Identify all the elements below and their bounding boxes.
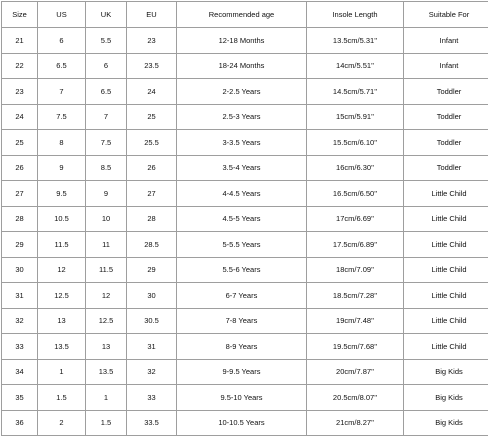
cell-eu: 30.5 — [127, 308, 177, 334]
cell-recommended-age: 7-8 Years — [177, 308, 307, 334]
cell-eu: 32 — [127, 359, 177, 385]
cell-eu: 33 — [127, 385, 177, 411]
cell-eu: 26 — [127, 155, 177, 181]
cell-size: 26 — [2, 155, 38, 181]
cell-us: 13.5 — [38, 334, 86, 360]
cell-suitable-for: Little Child — [404, 257, 488, 283]
header-eu: EU — [127, 2, 177, 28]
cell-uk: 7 — [86, 104, 127, 130]
cell-uk: 12.5 — [86, 308, 127, 334]
cell-suitable-for: Toddler — [404, 155, 488, 181]
table-row — [2, 308, 488, 334]
cell-size: 35 — [2, 385, 38, 411]
cell-eu: 24 — [127, 79, 177, 105]
header-recommended-age: Recommended age — [177, 2, 307, 28]
cell-suitable-for: Toddler — [404, 130, 488, 156]
table-row — [2, 385, 488, 411]
cell-suitable-for: Little Child — [404, 334, 488, 360]
cell-recommended-age: 9.5-10 Years — [177, 385, 307, 411]
cell-insole-length: 13.5cm/5.31'' — [307, 28, 404, 54]
cell-suitable-for: Big Kids — [404, 359, 488, 385]
cell-us: 2 — [38, 410, 86, 436]
cell-size: 32 — [2, 308, 38, 334]
cell-eu: 27 — [127, 181, 177, 207]
cell-recommended-age: 4.5-5 Years — [177, 206, 307, 232]
cell-suitable-for: Little Child — [404, 181, 488, 207]
cell-us: 6 — [38, 28, 86, 54]
table-row — [2, 359, 488, 385]
table-row — [2, 130, 488, 156]
cell-recommended-age: 8-9 Years — [177, 334, 307, 360]
cell-us: 12 — [38, 257, 86, 283]
cell-suitable-for: Little Child — [404, 283, 488, 309]
cell-insole-length: 18.5cm/7.28'' — [307, 283, 404, 309]
cell-recommended-age: 10-10.5 Years — [177, 410, 307, 436]
cell-insole-length: 15cm/5.91'' — [307, 104, 404, 130]
cell-eu: 23 — [127, 28, 177, 54]
cell-uk: 11 — [86, 232, 127, 258]
cell-us: 7 — [38, 79, 86, 105]
cell-uk: 10 — [86, 206, 127, 232]
table-row — [2, 181, 488, 207]
cell-insole-length: 17.5cm/6.89'' — [307, 232, 404, 258]
cell-size: 34 — [2, 359, 38, 385]
cell-uk: 1.5 — [86, 410, 127, 436]
table-row — [2, 206, 488, 232]
cell-eu: 31 — [127, 334, 177, 360]
cell-size: 29 — [2, 232, 38, 258]
cell-eu: 33.5 — [127, 410, 177, 436]
table-row — [2, 232, 488, 258]
cell-insole-length: 19.5cm/7.68'' — [307, 334, 404, 360]
table-row — [2, 410, 488, 436]
table-row — [2, 28, 488, 54]
cell-size: 31 — [2, 283, 38, 309]
cell-insole-length: 16cm/6.30'' — [307, 155, 404, 181]
cell-suitable-for: Little Child — [404, 206, 488, 232]
cell-insole-length: 16.5cm/6.50'' — [307, 181, 404, 207]
cell-suitable-for: Big Kids — [404, 410, 488, 436]
cell-us: 1 — [38, 359, 86, 385]
cell-size: 27 — [2, 181, 38, 207]
cell-recommended-age: 6-7 Years — [177, 283, 307, 309]
cell-insole-length: 21cm/8.27'' — [307, 410, 404, 436]
cell-uk: 7.5 — [86, 130, 127, 156]
header-insole-length: Insole Length — [307, 2, 404, 28]
cell-uk: 9 — [86, 181, 127, 207]
cell-size: 30 — [2, 257, 38, 283]
cell-us: 7.5 — [38, 104, 86, 130]
table-row — [2, 283, 488, 309]
cell-uk: 11.5 — [86, 257, 127, 283]
cell-size: 28 — [2, 206, 38, 232]
cell-suitable-for: Toddler — [404, 104, 488, 130]
cell-us: 13 — [38, 308, 86, 334]
cell-size: 24 — [2, 104, 38, 130]
cell-us: 9.5 — [38, 181, 86, 207]
cell-suitable-for: Big Kids — [404, 385, 488, 411]
cell-recommended-age: 5-5.5 Years — [177, 232, 307, 258]
cell-eu: 29 — [127, 257, 177, 283]
cell-uk: 5.5 — [86, 28, 127, 54]
table-row — [2, 155, 488, 181]
header-size: Size — [2, 2, 38, 28]
cell-recommended-age: 3-3.5 Years — [177, 130, 307, 156]
cell-suitable-for: Toddler — [404, 79, 488, 105]
cell-size: 36 — [2, 410, 38, 436]
cell-insole-length: 15.5cm/6.10'' — [307, 130, 404, 156]
header-us: US — [38, 2, 86, 28]
cell-recommended-age: 12-18 Months — [177, 28, 307, 54]
cell-eu: 30 — [127, 283, 177, 309]
cell-uk: 12 — [86, 283, 127, 309]
cell-uk: 13 — [86, 334, 127, 360]
cell-recommended-age: 3.5-4 Years — [177, 155, 307, 181]
cell-size: 21 — [2, 28, 38, 54]
cell-insole-length: 17cm/6.69'' — [307, 206, 404, 232]
cell-us: 11.5 — [38, 232, 86, 258]
cell-us: 8 — [38, 130, 86, 156]
cell-recommended-age: 5.5-6 Years — [177, 257, 307, 283]
table-row — [2, 257, 488, 283]
header-row — [2, 2, 488, 28]
cell-suitable-for: Infant — [404, 53, 488, 79]
cell-eu: 25.5 — [127, 130, 177, 156]
cell-suitable-for: Little Child — [404, 308, 488, 334]
table-row — [2, 334, 488, 360]
cell-size: 33 — [2, 334, 38, 360]
cell-us: 6.5 — [38, 53, 86, 79]
cell-eu: 28.5 — [127, 232, 177, 258]
cell-recommended-age: 2.5-3 Years — [177, 104, 307, 130]
cell-size: 23 — [2, 79, 38, 105]
cell-uk: 6.5 — [86, 79, 127, 105]
cell-recommended-age: 4-4.5 Years — [177, 181, 307, 207]
table-header — [2, 2, 488, 28]
cell-us: 1.5 — [38, 385, 86, 411]
cell-recommended-age: 18-24 Months — [177, 53, 307, 79]
cell-us: 10.5 — [38, 206, 86, 232]
header-suitable-for: Suitable For — [404, 2, 488, 28]
table-row — [2, 79, 488, 105]
table-row — [2, 53, 488, 79]
cell-eu: 28 — [127, 206, 177, 232]
cell-insole-length: 18cm/7.09'' — [307, 257, 404, 283]
cell-insole-length: 14cm/5.51'' — [307, 53, 404, 79]
cell-recommended-age: 9-9.5 Years — [177, 359, 307, 385]
cell-recommended-age: 2-2.5 Years — [177, 79, 307, 105]
cell-size: 22 — [2, 53, 38, 79]
cell-us: 12.5 — [38, 283, 86, 309]
cell-uk: 6 — [86, 53, 127, 79]
cell-uk: 8.5 — [86, 155, 127, 181]
cell-us: 9 — [38, 155, 86, 181]
header-uk: UK — [86, 2, 127, 28]
cell-suitable-for: Little Child — [404, 232, 488, 258]
cell-insole-length: 20.5cm/8.07'' — [307, 385, 404, 411]
cell-uk: 1 — [86, 385, 127, 411]
cell-eu: 23.5 — [127, 53, 177, 79]
cell-insole-length: 19cm/7.48'' — [307, 308, 404, 334]
cell-size: 25 — [2, 130, 38, 156]
cell-eu: 25 — [127, 104, 177, 130]
size-chart-table — [1, 1, 488, 436]
cell-suitable-for: Infant — [404, 28, 488, 54]
cell-insole-length: 14.5cm/5.71'' — [307, 79, 404, 105]
cell-uk: 13.5 — [86, 359, 127, 385]
table-body — [2, 28, 488, 436]
table-row — [2, 104, 488, 130]
cell-insole-length: 20cm/7.87'' — [307, 359, 404, 385]
